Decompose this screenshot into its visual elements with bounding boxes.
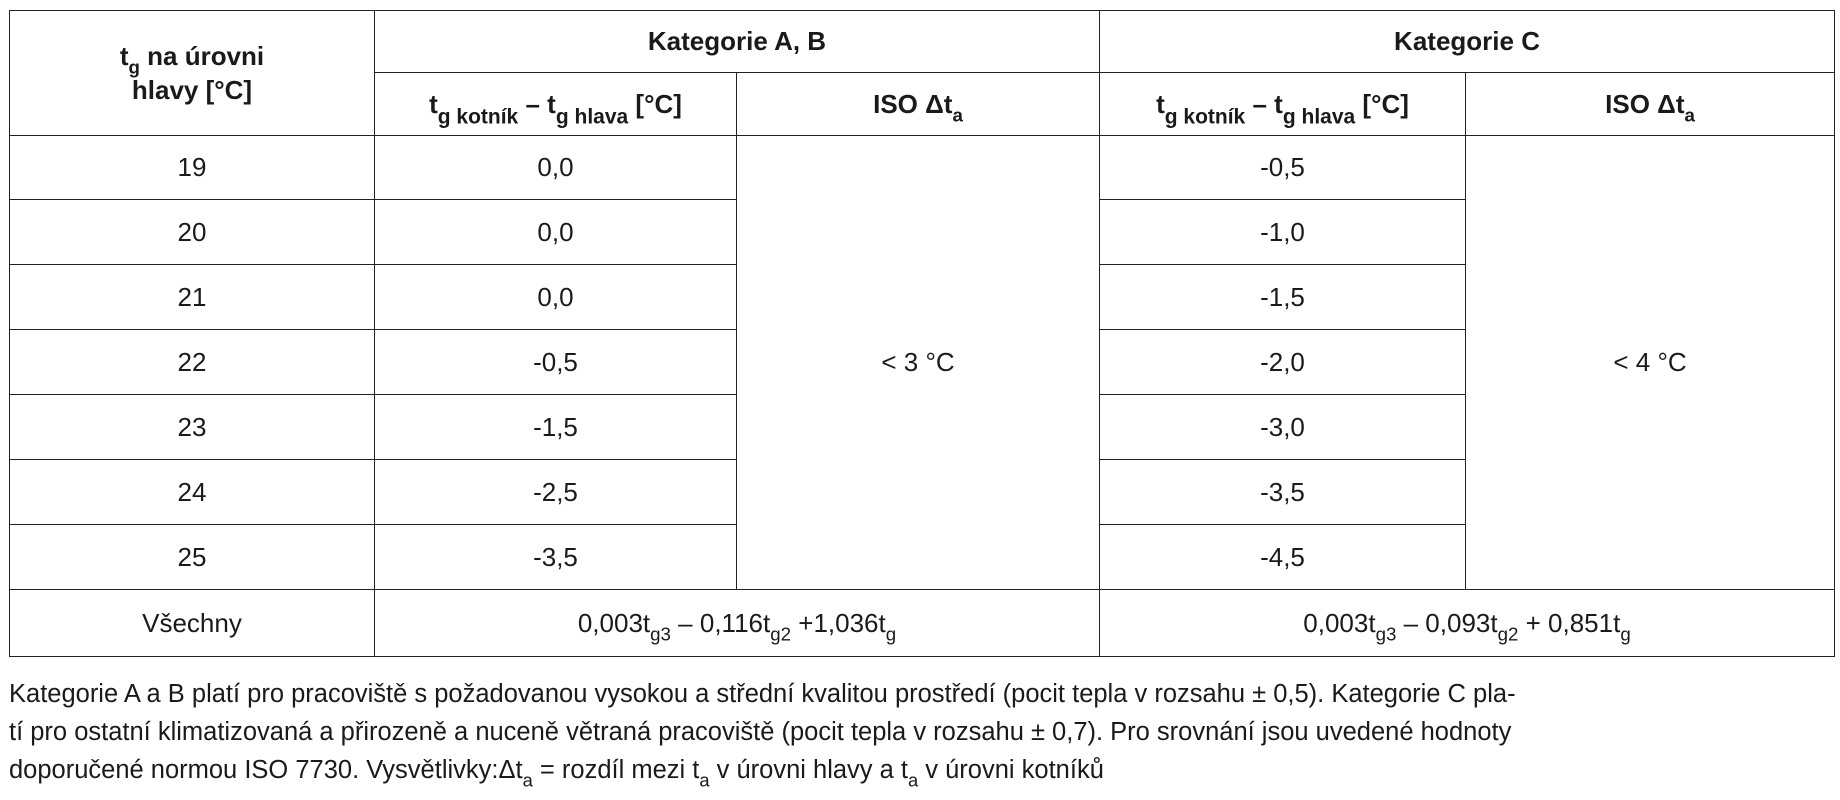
cell-ab: 0,0	[375, 200, 737, 265]
table-row-all	[10, 590, 1835, 657]
cell-c: -3,5	[1100, 460, 1466, 525]
cell-iso-c: < 4 °C	[1466, 136, 1835, 590]
cell-ab: -1,5	[375, 395, 737, 460]
header-diff-c: $t_{g kotník} - t_{g hlava}$ [°C]	[1100, 73, 1466, 136]
header-category-c: Kategorie C	[1100, 11, 1835, 73]
cell-ab: -2,5	[375, 460, 737, 525]
header-tg-head: $t_g$ na úrovni hlavy [°C]	[10, 11, 375, 136]
cell-tg: 19	[10, 136, 375, 200]
cell-tg: 23	[10, 395, 375, 460]
cell-tg: 21	[10, 265, 375, 330]
header-iso-ab: ISO $\Delta t_a$	[737, 73, 1100, 136]
header-diff-ab: $t_{g kotník} - t_{g hlava}$ [°C]	[375, 73, 737, 136]
cell-c: -0,5	[1100, 136, 1466, 200]
cell-iso-ab: < 3 °C	[737, 136, 1100, 590]
table-row	[10, 136, 1835, 200]
cell-formula-ab: $0,003t_{g3} - 0,116t_{g2} +1,036t_g$	[375, 590, 1100, 657]
header-row-1	[10, 11, 1835, 73]
cell-c: -2,0	[1100, 330, 1466, 395]
table-note	[9, 675, 1839, 789]
cell-all-label: Všechny	[10, 590, 375, 657]
note-line-3: doporučené normou ISO 7730. $Vysvětlivky:\Delta t_a$ = rozdíl mezi $t_a$ v úrovni hlavy a $t_a$ v úrovni kotníků	[9, 756, 1104, 791]
cell-tg: 25	[10, 525, 375, 590]
cell-tg: 22	[10, 330, 375, 395]
header-iso-c: ISO $\Delta t_a$	[1466, 73, 1835, 136]
cell-ab: 0,0	[375, 136, 737, 200]
cell-ab: -3,5	[375, 525, 737, 590]
cell-c: -4,5	[1100, 525, 1466, 590]
header-category-ab: Kategorie A, B	[375, 11, 1100, 73]
note-line-1: Kategorie A a B platí pro pracoviště s požadovanou vysokou a střední kvalitou prostředí (pocit tepla v rozsahu ± 0,5). Kategorie C pla-	[9, 680, 1516, 708]
note-line-2: tí pro ostatní klimatizovaná a přirozeně a nuceně větraná pracoviště (pocit tepla v rozsahu ± 0,7). Pro srovnání jsou uvedené hodnoty	[9, 718, 1512, 746]
cell-ab: 0,0	[375, 265, 737, 330]
cell-c: -1,0	[1100, 200, 1466, 265]
temperature-table	[9, 10, 1835, 657]
cell-tg: 24	[10, 460, 375, 525]
cell-c: -3,0	[1100, 395, 1466, 460]
cell-c: -1,5	[1100, 265, 1466, 330]
cell-formula-c: $0,003t_{g3} - 0,093t_{g2} + 0,851t_g$	[1100, 590, 1835, 657]
cell-tg: 20	[10, 200, 375, 265]
cell-ab: -0,5	[375, 330, 737, 395]
